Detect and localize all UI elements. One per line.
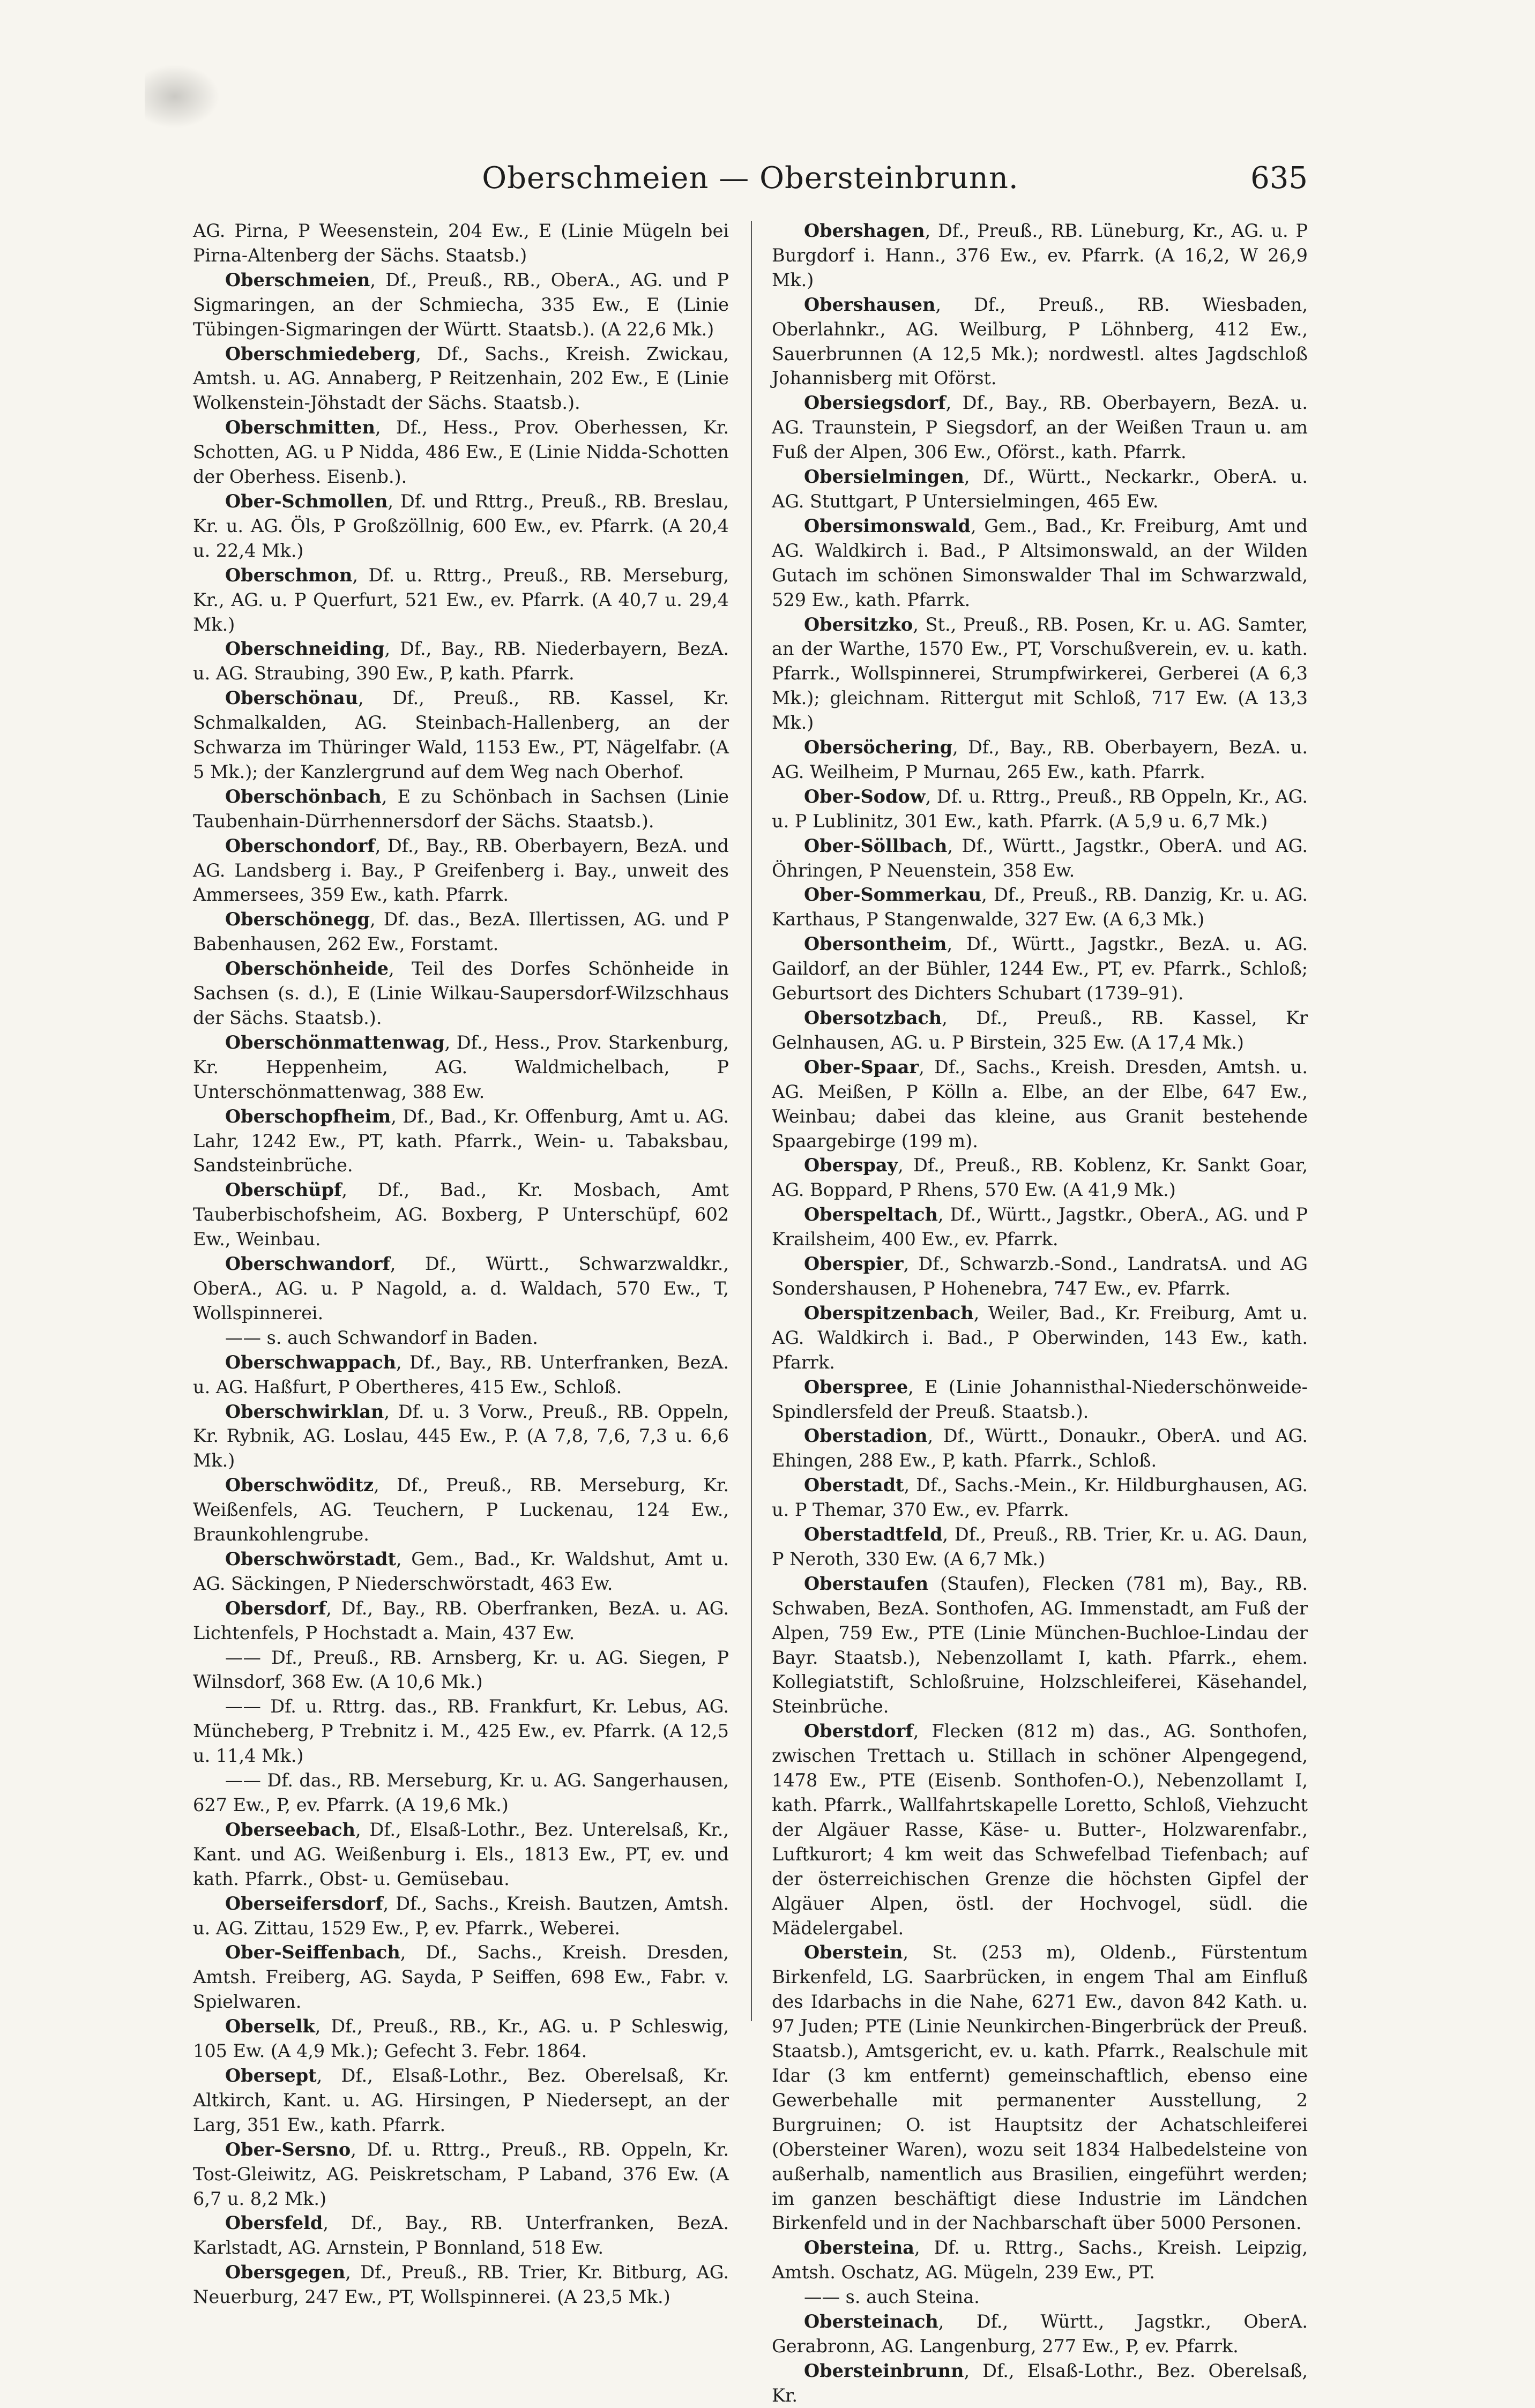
entry-headword: Oberspier <box>804 1253 904 1275</box>
entry-headword: Oberstadion <box>804 1425 928 1447</box>
entry-headword: Obersielmingen <box>804 466 964 488</box>
entry-text: , Df., Preuß., RB. Trier, Kr. u. AG. Daun, P Neroth, 330 Ew. (A 6,7 Mk.) <box>772 1524 1308 1569</box>
entry-headword: Ober-Söllbach <box>804 835 948 856</box>
entry-headword: Ober-Sodow <box>804 786 926 807</box>
entry-headword: Obersgegen <box>225 2262 346 2283</box>
entry-text: , Df., Württ., Donaukr., OberA. und AG. Ehingen, 288 Ew., P, kath. Pfarrk., Schloß. <box>772 1425 1308 1471</box>
dictionary-entry <box>772 834 1308 883</box>
entry-headword: Obersöchering <box>804 737 952 758</box>
dictionary-entry <box>193 1326 729 1350</box>
entry-text: , Df., Bad., Kr. Mosbach, Amt Tauberbischofsheim, AG. Boxberg, P Unterschüpf, 602 Ew., Weinbau. <box>193 1179 729 1250</box>
entry-headword: Oberstadtfeld <box>804 1524 943 1545</box>
dictionary-entry <box>772 735 1308 784</box>
entry-text: , Df., Bay., RB. Oberbayern, BezA. und AG. Landsberg i. Bay., P Greifenberg i. Bay., unweit des Ammersees, 359 Ew., kath. Pfarrk. <box>193 835 729 906</box>
entry-text: , Df., Schwarzb.-Sond., LandratsA. und AG Sondershausen, P Hohenebra, 747 Ew., ev. Pfarrk. <box>772 1253 1308 1299</box>
dictionary-entry <box>193 1694 729 1768</box>
dictionary-entry <box>193 1818 729 1891</box>
entry-headword: Obersotzbach <box>804 1007 942 1028</box>
entry-headword: Oberstein <box>804 1942 903 1963</box>
dictionary-entry <box>193 2063 729 2137</box>
entry-headword: Ober-Sersno <box>225 2138 351 2160</box>
entry-text: , Df. u. 3 Vorw., Preuß., RB. Oppeln, Kr. Rybnik, AG. Loslau, 445 Ew., P. (A 7,8, 7,6, 7,3 u. 6,6 Mk.) <box>193 1401 729 1471</box>
entry-text: , E (Linie Johannisthal-Niederschönweide-Spindlersfeld der Preuß. Staatsb.). <box>772 1376 1308 1422</box>
column-divider <box>751 221 752 2021</box>
dictionary-entry <box>772 1202 1308 1252</box>
dictionary-entry <box>193 1596 729 1646</box>
entry-text: , Df., Elsaß-Lothr., Bez. Unterelsaß, Kr., Kant. und AG. Weißenburg i. Els., 1813 Ew., PT, ev. und kath. Pfarrk., Obst- u. Gemüsebau. <box>193 1819 729 1889</box>
entry-text: , Flecken (812 m) das., AG. Sonthofen, zwischen Trettach u. Stillach in schöner Alpengegend, 1478 Ew., PTE (Eisenb. Sonthofen-O.), Nebenzollamt I, kath. Pfarrk., Wallfahrtskapelle Loretto, Schloß, Viehzucht der Algäuer Rasse, Käse- u. Butter-, Holzwarenfabr., Luftkurort; 4 km weit das Schwefelbad Tiefenbach; auf der österreichischen Grenze die höchsten Gipfel der Algäuer Alpen, östl. der Hochvogel, südl. die Mädelergabel. <box>772 1721 1308 1939</box>
page-header <box>193 161 1308 214</box>
dictionary-entry <box>193 489 729 563</box>
entry-text: , Teil des Dorfes Schönheide in Sachsen (s. d.), E (Linie Wilkau-Saupersdorf-Wilzschhaus der Sächs. Staatsb.). <box>193 958 729 1028</box>
entry-text: , Df., Sachs., Kreish. Dresden, Amtsh. u. AG. Meißen, P Kölln a. Elbe, an der Elbe, 647 Ew., Weinbau; dabei das kleine, aus Granit bestehende Spaargebirge (199 m). <box>772 1056 1308 1151</box>
entry-headword: Oberschönbach <box>225 786 382 807</box>
entry-headword: Ober-Spaar <box>804 1056 919 1078</box>
entry-text: , Df., Preuß., RB. Wiesbaden, Oberlahnkr., AG. Weilburg, P Löhnberg, 412 Ew., Sauerbrunnen (A 12,5 Mk.); nordwestl. altes Jagdschloß Johannisberg mit Oförst. <box>772 294 1308 389</box>
entry-headword: Obersept <box>225 2065 317 2086</box>
dictionary-entry <box>193 1104 729 1178</box>
dictionary-entry <box>772 2309 1308 2359</box>
dictionary-entry <box>772 1424 1308 1473</box>
entry-headword: Oberschneiding <box>225 638 385 660</box>
entry-headword: Obersimonswald <box>804 515 971 536</box>
dictionary-entry <box>193 637 729 686</box>
entry-text: —— Df. das., RB. Merseburg, Kr. u. AG. Sangerhausen, 627 Ew., P, ev. Pfarrk. (A 19,6 Mk.) <box>193 1770 729 1815</box>
dictionary-entry <box>193 1252 729 1326</box>
entry-text: , Df., Preuß., RB. Kassel, Kr Gelnhausen, AG. u. P Birstein, 325 Ew. (A 17,4 Mk.) <box>772 1007 1308 1053</box>
entry-headword: Obersiegsdorf <box>804 392 946 414</box>
entry-headword: Obershagen <box>804 220 925 241</box>
entry-text: , Df., Bay., RB. Niederbayern, BezA. u. AG. Straubing, 390 Ew., P, kath. Pfarrk. <box>193 638 729 684</box>
entry-text: , Df., Preuß., RB., Kr., AG. u. P Schleswig, 105 Ew. (A 4,9 Mk.); Gefecht 3. Febr. 1864. <box>193 2016 729 2062</box>
running-title: Oberschmeien — Obersteinbrunn. <box>482 161 1019 196</box>
entry-text: , Df., Württ., Jagstkr., BezA. u. AG. Gaildorf, an der Bühler, 1244 Ew., PT, ev. Pfarrk., Schloß; Geburtsort des Dichters Schubart (1739–91). <box>772 933 1308 1004</box>
entry-headword: Oberschüpf <box>225 1179 342 1201</box>
entry-headword: Oberschönheide <box>225 958 389 979</box>
entry-headword: Oberschwandorf <box>225 1253 390 1275</box>
entry-text: , Df., Bay., RB. Unterfranken, BezA. Karlstadt, AG. Arnstein, P Bonnland, 518 Ew. <box>193 2212 729 2259</box>
dictionary-entry <box>193 1646 729 1695</box>
dictionary-entry <box>193 1030 729 1104</box>
dictionary-entry <box>193 1350 729 1400</box>
entry-headword: Oberspitzenbach <box>804 1302 974 1323</box>
dictionary-entry <box>772 883 1308 932</box>
entry-text: , Gem., Bad., Kr. Waldshut, Amt u. AG. Säckingen, P Niederschwörstadt, 463 Ew. <box>193 1548 729 1594</box>
entry-text: , Df., Sachs., Kreish. Dresden, Amtsh. Freiberg, AG. Sayda, P Seiffen, 698 Ew., Fabr. v. Spielwaren. <box>193 1942 729 2013</box>
entry-text: , St. (253 m), Oldenb., Fürstentum Birkenfeld, LG. Saarbrücken, in engem Thal am Einfluß des Idarbachs in die Nahe, 6271 Ew., davon 842 Kath. u. 97 Juden; PTE (Linie Neunkirchen-Bingerbrück der Preuß. Staatsb.), Amtsgericht, ev. u. kath. Pfarrk., Realschule mit Idar (3 km entfernt) gemeinschaftlich, ebenso eine Gewerbehalle mit permanenter Ausstellung, 2 Burgruinen; O. ist Hauptsitz der Achatschleiferei (Obersteiner Waren), wozu seit 1834 Halbedelsteine von außerhalb, namentlich aus Brasilien, eingeführt werden; im ganzen beschäftigt diese Industrie im Ländchen Birkenfeld und in der Nachbarschaft über 5000 Personen. <box>772 1942 1308 2234</box>
left-column <box>193 219 729 2308</box>
entry-text: , Df., Bay., RB. Unterfranken, BezA. u. AG. Haßfurt, P Obertheres, 415 Ew., Schloß. <box>193 1351 729 1397</box>
entry-text: —— s. auch Steina. <box>804 2286 980 2308</box>
entry-text: , Gem., Bad., Kr. Freiburg, Amt und AG. Waldkirch i. Bad., P Altsimonswald, an der Wilden Gutach im schönen Simonswalder Thal im Schwarzwald, 529 Ew., kath. Pfarrk. <box>772 515 1308 610</box>
entry-text: , Df. das., BezA. Illertissen, AG. und P Babenhausen, 262 Ew., Forstamt. <box>193 909 729 955</box>
dictionary-entry <box>193 1547 729 1596</box>
dictionary-entry <box>193 907 729 956</box>
entry-headword: Obersitzko <box>804 614 913 635</box>
entry-text: , Df., Sachs.-Mein., Kr. Hildburghausen, AG. u. P Themar, 370 Ew., ev. Pfarrk. <box>772 1475 1308 1521</box>
entry-text: , Df., Sachs., Kreish. Bautzen, Amtsh. u. AG. Zittau, 1529 Ew., P, ev. Pfarrk., Weberei. <box>193 1893 729 1939</box>
entry-headword: Oberstadt <box>804 1475 904 1496</box>
entry-text: (Staufen), Flecken (781 m), Bay., RB. Schwaben, BezA. Sonthofen, AG. Immenstadt, am Fuß der Alpen, 759 Ew., PTE (Linie München-Buchloe-Lindau der Bayr. Staatsb.), Nebenzollamt I, kath. Pfarrk., ehem. Kollegiatstift, Schloßruine, Holzschleiferei, Käsehandel, Steinbrüche. <box>772 1573 1308 1717</box>
entry-text: , Df., Württ., Schwarzwaldkr., OberA., AG. u. P Nagold, a. d. Waldach, 570 Ew., T, Wollspinnerei. <box>193 1253 729 1323</box>
entry-text: —— Df., Preuß., RB. Arnsberg, Kr. u. AG. Siegen, P Wilnsdorf, 368 Ew. (A 10,6 Mk.) <box>193 1647 729 1693</box>
entry-text: —— s. auch Schwandorf in Baden. <box>225 1327 538 1348</box>
entry-text: , Df., Elsaß-Lothr., Bez. Oberelsaß, Kr. Altkirch, Kant. u. AG. Hirsingen, P Niedersept, an der Larg, 351 Ew., kath. Pfarrk. <box>193 2065 729 2135</box>
dictionary-entry <box>772 1940 1308 2235</box>
dictionary-entry <box>772 1301 1308 1375</box>
dictionary-entry <box>193 268 729 342</box>
entry-headword: Oberschönmattenwag <box>225 1031 445 1053</box>
entry-headword: Obersteina <box>804 2237 915 2259</box>
entry-headword: Obersfeld <box>225 2212 323 2234</box>
entry-text: , Df., Württ., Jagstkr., OberA. Gerabronn, AG. Langenburg, 277 Ew., P, ev. Pfarrk. <box>772 2311 1308 2357</box>
entry-headword: Oberschondorf <box>225 835 375 856</box>
dictionary-entry <box>772 932 1308 1006</box>
entry-headword: Oberschwöditz <box>225 1475 374 1496</box>
entry-headword: Ober-Schmollen <box>225 490 388 512</box>
entry-headword: Oberschmitten <box>225 417 375 438</box>
entry-text: , Df., Bay., RB. Oberbayern, BezA. u. AG. Weilheim, P Murnau, 265 Ew., kath. Pfarrk. <box>772 737 1308 782</box>
dictionary-entry <box>193 1473 729 1547</box>
dictionary-entry <box>193 784 729 834</box>
entry-text: , St., Preuß., RB. Posen, Kr. u. AG. Samter, an der Warthe, 1570 Ew., PT, Vorschußverein, ev. u. kath. Pfarrk., Wollspinnerei, Strumpfwirkerei, Gerberei (A 6,3 Mk.); gleichnam. Rittergut mit Schloß, 717 Ew. (A 13,3 Mk.) <box>772 614 1308 734</box>
dictionary-entry <box>772 1252 1308 1301</box>
dictionary-entry <box>772 465 1308 514</box>
entry-headword: Oberschmeien <box>225 269 370 290</box>
dictionary-entry <box>193 1891 729 1941</box>
dictionary-entry <box>193 956 729 1030</box>
entry-headword: Oberschwirklan <box>225 1401 384 1422</box>
entry-text: , Df., Sachs., Kreish. Zwickau, Amtsh. u. AG. Annaberg, P Reitzenhain, 202 Ew., E (Linie Wolkenstein-Jöhstadt der Sächs. Staatsb.). <box>193 343 729 414</box>
entry-text: , Df. u. Rttrg., Sachs., Kreish. Leipzig, Amtsh. Oschatz, AG. Mügeln, 239 Ew., PT. <box>772 2237 1308 2283</box>
entry-headword: Oberschmon <box>225 564 353 586</box>
entry-headword: Oberschwörstadt <box>225 1548 396 1569</box>
entry-headword: Oberschopfheim <box>225 1105 391 1127</box>
entry-headword: Oberschwappach <box>225 1351 397 1373</box>
entry-headword: Obersteinach <box>804 2311 938 2332</box>
entry-headword: Oberselk <box>225 2016 315 2037</box>
entry-text: , Df., Elsaß-Lothr., Bez. Oberelsaß, Kr. <box>772 2360 1308 2406</box>
entry-text: , Df. u. Rttrg., Preuß., RB Oppeln, Kr., AG. u. P Lublinitz, 301 Ew., kath. Pfarrk. (A 5,9 u. 6,7 Mk.) <box>772 786 1308 832</box>
dictionary-entry <box>772 1522 1308 1572</box>
entry-headword: Obersontheim <box>804 933 947 955</box>
entry-text: , Df., Hess., Prov. Starkenburg, Kr. Heppenheim, AG. Waldmichelbach, P Unterschönmattenwag, 388 Ew. <box>193 1031 729 1102</box>
paper-stain <box>145 64 220 129</box>
dictionary-entry <box>193 2211 729 2260</box>
entry-text: , E zu Schönbach in Sachsen (Linie Taubenhain-Dürrhennersdorf der Sächs. Staatsb.). <box>193 786 729 832</box>
entry-text: , Df., Hess., Prov. Oberhessen, Kr. Schotten, AG. u P Nidda, 486 Ew., E (Linie Nidda-Schotten der Oberhess. Eisenb.). <box>193 417 729 488</box>
dictionary-entry <box>193 2137 729 2211</box>
dictionary-entry <box>193 415 729 489</box>
dictionary-entry <box>193 1768 729 1818</box>
dictionary-entry <box>772 1719 1308 1940</box>
dictionary-entry <box>772 2359 1308 2408</box>
dictionary-entry <box>193 834 729 908</box>
dictionary-entry <box>193 563 729 637</box>
dictionary-entry <box>193 1400 729 1474</box>
dictionary-entry <box>772 1055 1308 1154</box>
dictionary-entry <box>193 1178 729 1252</box>
entry-headword: Obershausen <box>804 294 936 315</box>
dictionary-entry <box>772 784 1308 834</box>
entry-text: AG. Pirna, P Weesenstein, 204 Ew., E (Linie Mügeln bei Pirna-Altenberg der Sächs. Staatsb.) <box>193 220 729 266</box>
dictionary-entry <box>193 686 729 784</box>
dictionary-entry <box>772 1572 1308 1719</box>
entry-headword: Oberspay <box>804 1155 898 1176</box>
entry-headword: Oberspeltach <box>804 1204 938 1225</box>
dictionary-entry <box>772 219 1308 293</box>
entry-headword: Oberschönau <box>225 687 358 709</box>
dictionary-entry <box>193 342 729 416</box>
dictionary-entry <box>772 1006 1308 1055</box>
entry-text: , Df., Preuß., RB. Koblenz, Kr. Sankt Goar, AG. Boppard, P Rhens, 570 Ew. (A 41,9 Mk.) <box>772 1155 1308 1201</box>
entry-headword: Oberstaufen <box>804 1573 929 1594</box>
dictionary-entry <box>772 612 1308 736</box>
entry-text: , Weiler, Bad., Kr. Freiburg, Amt u. AG. Waldkirch i. Bad., P Oberwinden, 143 Ew., kath. Pfarrk. <box>772 1302 1308 1373</box>
entry-headword: Obersteinbrunn <box>804 2360 964 2381</box>
dictionary-entry <box>772 2235 1308 2285</box>
dictionary-entry <box>772 1375 1308 1424</box>
dictionary-entry <box>772 2285 1308 2309</box>
entry-headword: Oberspree <box>804 1376 908 1397</box>
entry-headword: Oberschmiedeberg <box>225 343 416 364</box>
entry-text: , Df. und Rttrg., Preuß., RB. Breslau, Kr. u. AG. Öls, P Großzöllnig, 600 Ew., ev. Pfarrk. (A 20,4 u. 22,4 Mk.) <box>193 490 729 561</box>
entry-headword: Oberseebach <box>225 1819 355 1840</box>
entry-headword: Oberseifersdorf <box>225 1893 383 1914</box>
entry-text: , Df., Bay., RB. Oberbayern, BezA. u. AG. Traunstein, P Siegsdorf, an der Weißen Traun u. am Fuß der Alpen, 306 Ew., Oförst., kath. Pfarrk. <box>772 392 1308 463</box>
entry-headword: Oberstdorf <box>804 1721 913 1742</box>
dictionary-entry <box>772 1473 1308 1522</box>
dictionary-entry <box>772 514 1308 612</box>
entry-text: , Df. u. Rttrg., Preuß., RB. Oppeln, Kr. Tost-Gleiwitz, AG. Peiskretscham, P Laband, 376 Ew. (A 6,7 u. 8,2 Mk.) <box>193 2138 729 2209</box>
dictionary-entry <box>193 1940 729 2014</box>
entry-text: —— Df. u. Rttrg. das., RB. Frankfurt, Kr. Lebus, AG. Müncheberg, P Trebnitz i. M., 425 Ew., ev. Pfarrk. (A 12,5 u. 11,4 Mk.) <box>193 1696 729 1767</box>
entry-text: , Df., Bad., Kr. Offenburg, Amt u. AG. Lahr, 1242 Ew., PT, kath. Pfarrk., Wein- u. Tabaksbau, Sandsteinbrüche. <box>193 1105 729 1176</box>
entry-headword: Oberschönegg <box>225 909 370 930</box>
entry-headword: Obersdorf <box>225 1597 326 1619</box>
entry-text: , Df., Preuß., RB. Lüneburg, Kr., AG. u. P Burgdorf i. Hann., 376 Ew., ev. Pfarrk. (A 16,2, W 26,9 Mk.) <box>772 220 1308 290</box>
dictionary-entry <box>193 2260 729 2309</box>
entry-text: , Df., Württ., Neckarkr., OberA. u. AG. Stuttgart, P Untersielmingen, 465 Ew. <box>772 466 1308 512</box>
page-number: 635 <box>1250 161 1308 196</box>
entry-text: , Df. u. Rttrg., Preuß., RB. Merseburg, Kr., AG. u. P Querfurt, 521 Ew., ev. Pfarrk. (A 40,7 u. 29,4 Mk.) <box>193 564 729 635</box>
entry-headword: Ober-Seiffenbach <box>225 1942 400 1963</box>
entry-text: , Df., Württ., Jagstkr., OberA., AG. und P Krailsheim, 400 Ew., ev. Pfarrk. <box>772 1204 1308 1250</box>
entry-text: , Df., Bay., RB. Oberfranken, BezA. u. AG. Lichtenfels, P Hochstadt a. Main, 437 Ew. <box>193 1597 729 1643</box>
dictionary-entry <box>772 293 1308 391</box>
dictionary-entry <box>772 1153 1308 1202</box>
dictionary-entry <box>193 2014 729 2063</box>
entry-text: , Df., Preuß., RB. Danzig, Kr. u. AG. Karthaus, P Stangenwalde, 327 Ew. (A 6,3 Mk.) <box>772 884 1308 930</box>
entry-text: , Df., Württ., Jagstkr., OberA. und AG. Öhringen, P Neuenstein, 358 Ew. <box>772 835 1308 881</box>
entry-text: , Df., Preuß., RB. Kassel, Kr. Schmalkalden, AG. Steinbach-Hallenberg, an der Schwarza im Thüringer Wald, 1153 Ew., PT, Nägelfabr. (A 5 Mk.); der Kanzlergrund auf dem Weg nach Oberhof. <box>193 687 729 782</box>
entry-text: , Df., Preuß., RB. Merseburg, Kr. Weißenfels, AG. Teuchern, P Luckenau, 124 Ew., Braunkohlengrube. <box>193 1475 729 1545</box>
entry-headword: Ober-Sommerkau <box>804 884 982 906</box>
entry-text: , Df., Preuß., RB., OberA., AG. und P Sigmaringen, an der Schmiecha, 335 Ew., E (Linie Tübingen-Sigmaringen der Württ. Staatsb.). (A 22,6 Mk.) <box>193 269 729 340</box>
dictionary-entry <box>772 391 1308 465</box>
entry-text: , Df., Preuß., RB. Trier, Kr. Bitburg, AG. Neuerburg, 247 Ew., PT, Wollspinnerei. (A 23,5 Mk.) <box>193 2262 729 2308</box>
dictionary-entry <box>193 219 729 268</box>
right-column <box>772 219 1308 2406</box>
